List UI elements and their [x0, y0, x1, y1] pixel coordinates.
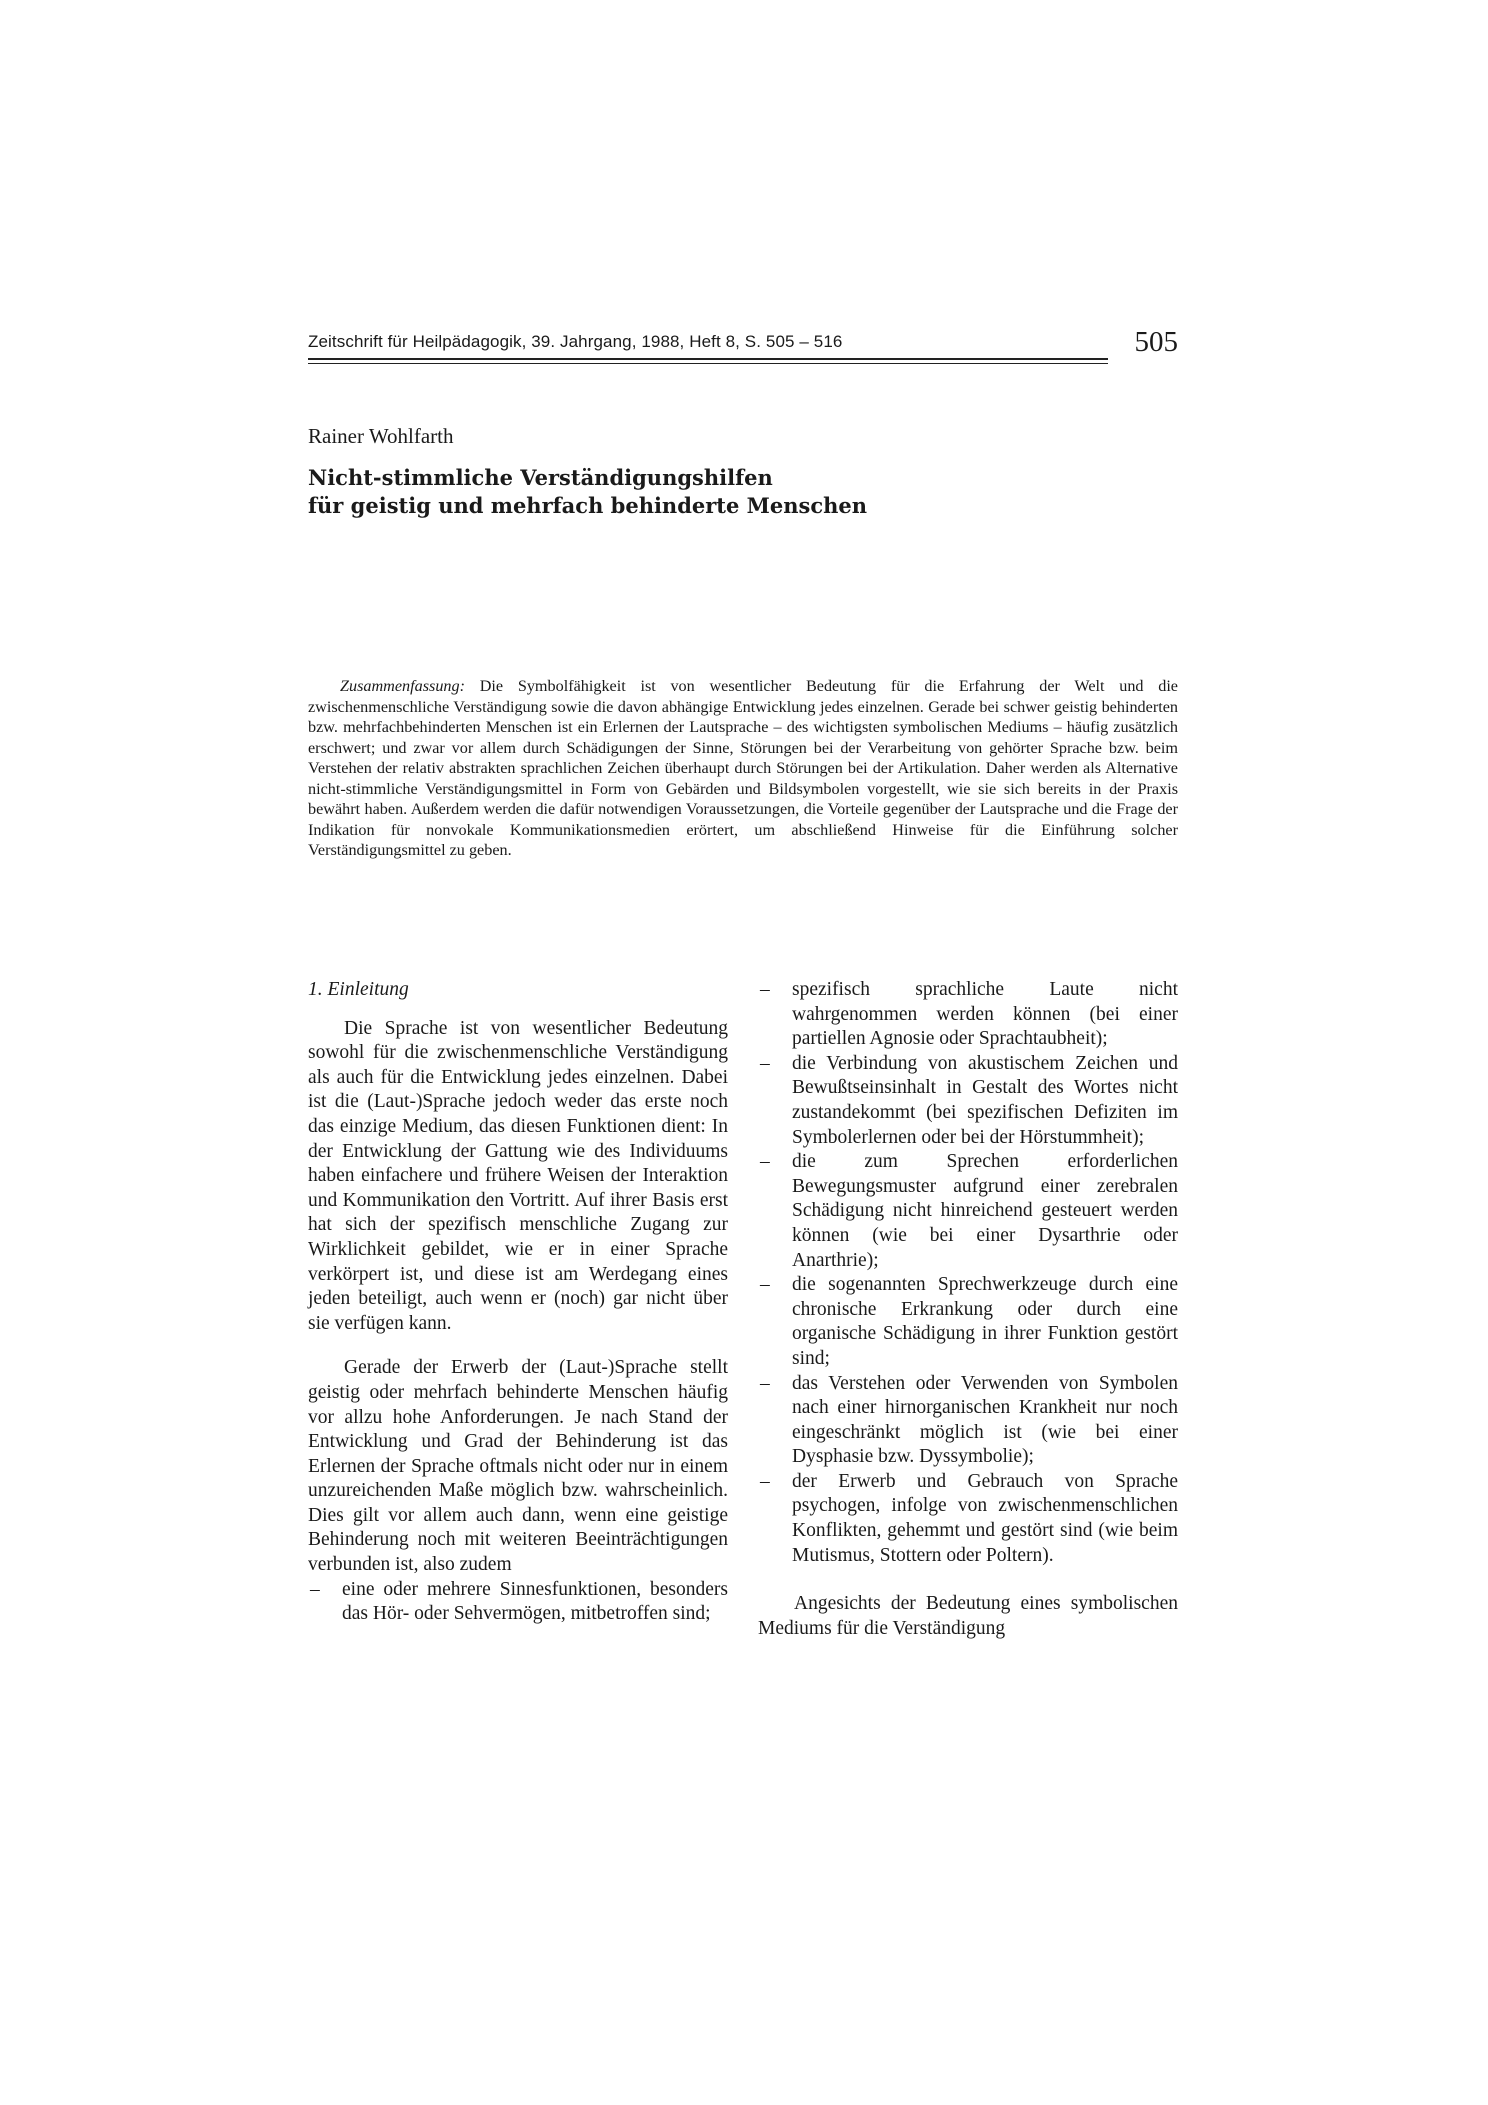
list-item: – eine oder mehrere Sinnesfunktionen, besonders das Hör- oder Sehvermögen, mitbetroffen sind; — [308, 1578, 728, 1627]
abstract — [308, 676, 1178, 861]
list-item: – die zum Sprechen erforderlichen Bewegungsmuster aufgrund einer zerebralen Schädigung nicht hinreichend gesteuert werden können (wie bei einer Dysarthrie oder Anarthrie); — [758, 1150, 1178, 1273]
abstract-text: Die Symbolfähigkeit ist von wesentlicher Bedeutung für die Erfahrung der Welt und die zwischenmenschliche Verständigung sowie die davon abhängige Entwicklung jedes einzelnen. Gerade bei schwer geistig behinderten bzw. mehrfachbehinderten Menschen ist ein Erlernen der Lautsprache – des wichtigsten symbolischen Mediums – häufig zusätzlich erschwert; und zwar vor allem durch Schädigungen der Sinne, Störungen bei der Verarbeitung von gehörter Sprache bzw. beim Verstehen der relativ abstrakten sprachlichen Zeichen überhaupt durch Störungen bei der Artikulation. Daher werden als Alternative nicht-stimmliche Verständigungsmittel in Form von Gebärden und Bildsymbolen vorgestellt, wie sie sich bereits in der Praxis bewährt haben. Außerdem werden die dafür notwendigen Voraussetzungen, die Vorteile gegenüber der Lautsprache und die Frage der Indikation für nonvokale Kommunikationsmedien erörtert, um abschließend Hinweise für die Einführung solcher Verständigungsmittel zu geben. — [308, 677, 1178, 859]
list-item: – der Erwerb und Gebrauch von Sprache psychogen, infolge von zwischenmenschlichen Konflikten, gehemmt und gestört sind (wie beim Mutismus, Stottern oder Poltern). — [758, 1470, 1178, 1568]
section-heading: 1. Einleitung — [308, 979, 409, 1000]
author-name: Rainer Wohlfarth — [308, 424, 454, 448]
journal-citation: Zeitschrift für Heilpädagogik, 39. Jahrgang, 1988, Heft 8, S. 505 – 516 — [308, 332, 843, 351]
page-number: 505 — [1134, 326, 1178, 358]
closing-paragraph: Angesichts der Bedeutung eines symbolischen Mediums für die Verständigung — [758, 1593, 1178, 1639]
impairment-list-right — [758, 978, 1178, 1568]
list-item: – die sogenannten Sprechwerkzeuge durch eine chronische Erkrankung oder durch eine organische Schädigung in ihrer Funktion gestört sind; — [758, 1273, 1178, 1371]
column-left — [308, 978, 728, 1627]
abstract-label: Zusammenfassung: — [340, 677, 466, 695]
article-title — [308, 464, 1168, 520]
paragraph-1: Die Sprache ist von wesentlicher Bedeutung sowohl für die zwischenmenschliche Verständigung als auch für die Entwicklung jedes einzelnen. Dabei ist die (Laut-)Sprache jedoch weder das erste noch das einzige Medium, das diesen Funktionen dient: In der Entwicklung der Gattung wie des Individuums haben einfachere und frühere Weisen der Interaktion und Kommunikation den Vortritt. Auf ihrer Basis erst hat sich der spezifisch menschliche Zugang zur Wirklichkeit gebildet, wie er in einer Sprache verkörpert ist, und diese ist am Werdegang eines jeden beteiligt, auch wenn er (noch) gar nicht über sie verfügen kann. — [308, 1017, 728, 1334]
column-right — [758, 978, 1178, 1641]
impairment-list-left — [308, 1578, 728, 1627]
list-item: – das Verstehen oder Verwenden von Symbolen nach einer hirnorganischen Krankheit nur noch eingeschränkt möglich ist (wie bei einer Dysphasie bzw. Dyssymbolie); — [758, 1372, 1178, 1470]
list-item: – die Verbindung von akustischem Zeichen und Bewußtseinsinhalt in Gestalt des Wortes nicht zustandekommt (bei spezifischen Defiziten im Symbolerlernen oder bei der Hörstummheit); — [758, 1052, 1178, 1150]
paragraph-2: Gerade der Erwerb der (Laut-)Sprache stellt geistig oder mehrfach behinderte Menschen häufig vor allzu hohe Anforderungen. Je nach Stand der Entwicklung und Grad der Behinderung ist das Erlernen der Sprache oftmals nicht oder nur in einem unzureichenden Maße möglich bzw. wahrscheinlich. Dies gilt vor allem auch dann, wenn eine geistige Behinderung noch mit weiteren Beeinträchtigungen verbunden ist, also zudem — [308, 1357, 728, 1576]
title-line-2: für geistig und mehrfach behinderte Menschen — [308, 493, 868, 518]
header-rule — [308, 358, 1108, 364]
list-item: – spezifisch sprachliche Laute nicht wahrgenommen werden können (bei einer partiellen Agnosie oder Sprachtaubheit); — [758, 978, 1178, 1052]
title-line-1: Nicht-stimmliche Verständigungshilfen — [308, 465, 773, 490]
